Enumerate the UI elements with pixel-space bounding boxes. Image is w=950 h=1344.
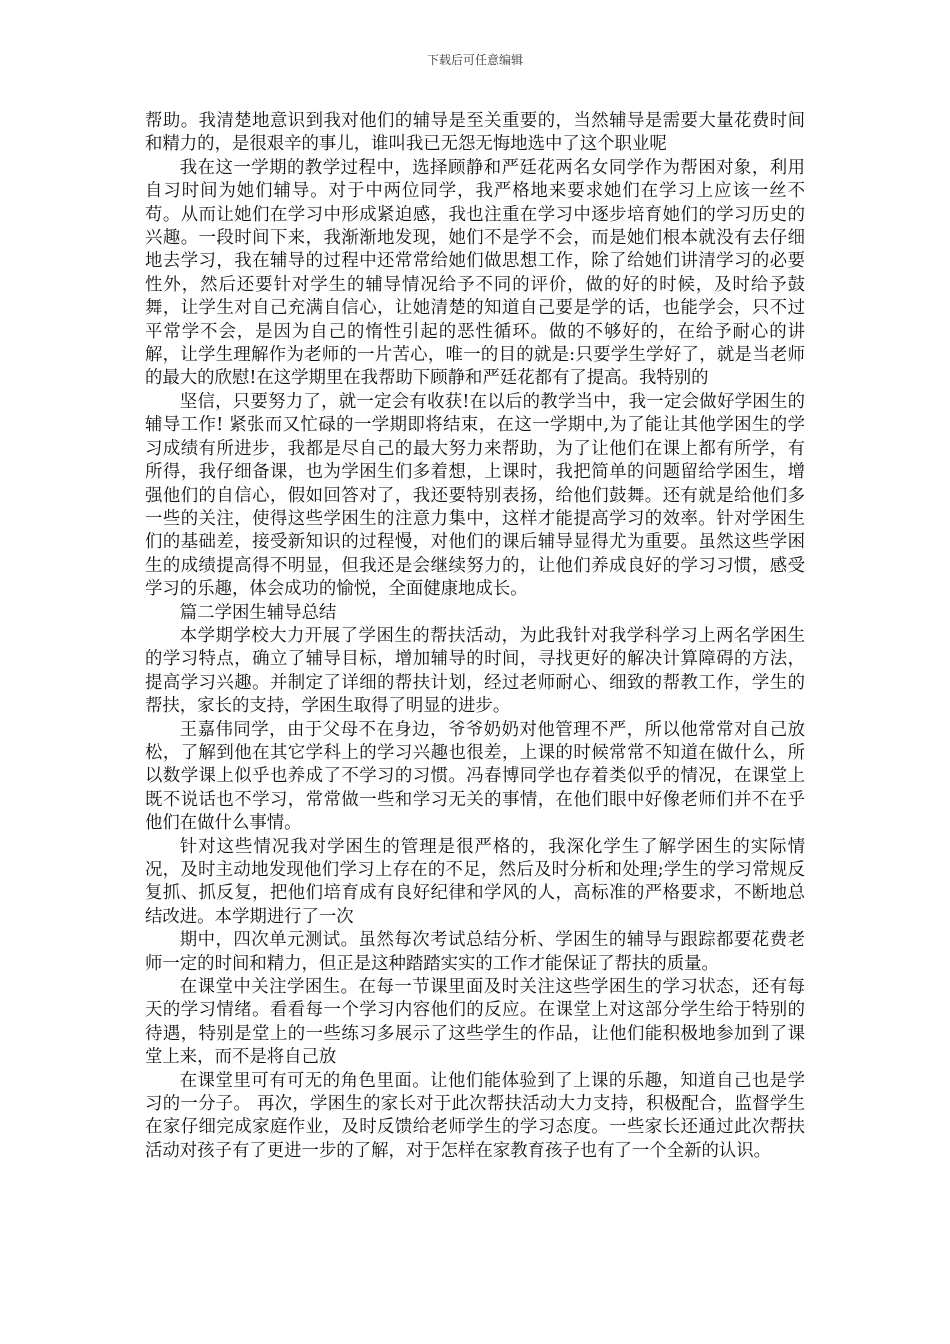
page-header: 下载后可任意编辑 (426, 53, 523, 67)
document-body (145, 110, 805, 1163)
paragraph: 坚信，只要努力了，就一定会有收获!在以后的教学当中，我一定会做好学困生的辅导工作! 紧张而又忙碌的一学期即将结束，在这一学期中,为了能让其他学困生的学习成绩有所进步，我都是尽自己的最大努力来帮助，为了让他们在课上都有所学，有所得，我仔细备课，也为学困生们多着想，上课时，我把简单的问题留给学困生，增强他们的自信心，假如回答对了，我还要特别表扬，给他们鼓舞。还有就是给他们多一些的关注，使得这些学困生的注意力集中，这样才能提高学习的效率。针对学困生们的基础差，接受新知识的过程慢，对他们的课后辅导显得尤为重要。虽然这些学困生的成绩提高得不明显，但我还是会继续努力的，让他们养成良好的学习习惯，感受学习的乐趣，体会成功的愉悦，全面健康地成长。 (145, 391, 805, 600)
paragraph: 帮助。我清楚地意识到我对他们的辅导是至关重要的，当然辅导是需要大量花费时间和精力的，是很艰辛的事儿，谁叫我已无怨无悔地选中了这个职业呢 (145, 111, 805, 155)
paragraph: 我在这一学期的教学过程中，选择顾静和严廷花两名女同学作为帮困对象，利用自习时间为她们辅导。对于中两位同学，我严格地来要求她们在学习上应该一丝不苟。从而让她们在学习中形成紧迫感，我也注重在学习中逐步培育她们的学习历史的兴趣。一段时间下来，我渐渐地发现，她们不是学不会，而是她们根本就没有去仔细地去学习，我在辅导的过程中还常常给她们做思想工作，除了给她们讲清学习的必要性外，然后还要针对学生的辅导情况给予不同的评价，做的好的时候，及时给予鼓舞，让学生对自己充满自信心，让她清楚的知道自己要是学的话，也能学会，只不过平常学不会，是因为自己的惰性引起的恶性循环。做的不够好的，在给予耐心的讲解，让学生理解作为老师的一片苦心，唯一的目的就是:只要学生学好了，就是当老师的最大的欣慰!在这学期里在我帮助下顾静和严廷花都有了提高。我特别的 (145, 157, 805, 389)
paragraph: 王嘉伟同学，由于父母不在身边，爷爷奶奶对他管理不严，所以他常常对自己放松，了解到他在其它学科上的学习兴趣也很差，上课的时候常常不知道在做什么，所以数学课上似乎也养成了不学习的习惯。冯春博同学也存着类似乎的情况，在课堂上既不说话也不学习，常常做一些和学习无关的事情，在他们眼中好像老师们并不在乎他们在做什么事情。 (145, 719, 805, 834)
paragraph: 期中，四次单元测试。虽然每次考试总结分析、学困生的辅导与跟踪都要花费老师一定的时间和精力，但正是这种踏踏实实的工作才能保证了帮扶的质量。 (145, 930, 805, 974)
paragraph: 本学期学校大力开展了学困生的帮扶活动，为此我针对我学科学习上两名学困生的学习特点，确立了辅导目标，增加辅导的时间，寻找更好的解决计算障碍的方法，提高学习兴趣。并制定了详细的帮扶计划，经过老师耐心、细致的帮教工作，学生的帮扶，家长的支持，学困生取得了明显的进步。 (145, 625, 805, 717)
section-heading: 篇二学困生辅导总结 (179, 602, 337, 623)
paragraph: 针对这些情况我对学困生的管理是很严格的，我深化学生了解学困生的实际情况，及时主动地发现他们学习上存在的不足，然后及时分析和处理;学生的学习常规反复抓、抓反复，把他们培育成有良好纪律和学风的人，高标准的严格要求，不断地总结改进。本学期进行了一次 (145, 836, 805, 927)
paragraph: 在课堂里可有可无的角色里面。让他们能体验到了上课的乐趣，知道自己也是学习的一分子。 再次，学困生的家长对于此次帮扶活动大力支持，积极配合，监督学生在家仔细完成家庭作业，及时反馈给老师学生的学习态度。一些家长还通过此次帮扶活动对孩子有了更进一步的了解，对于怎样在家教育孩子也有了一个全新的认识。 (145, 1070, 805, 1161)
paragraph: 在课堂中关注学困生。在每一节课里面及时关注这些学困生的学习状态，还有每天的学习情绪。看看每一个学习内容他们的反应。在课堂上对这部分学生给于特别的待遇，特别是堂上的一些练习多展示了这些学生的作品，让他们能积极地参加到了课堂上来，而不是将自己放 (145, 977, 805, 1068)
